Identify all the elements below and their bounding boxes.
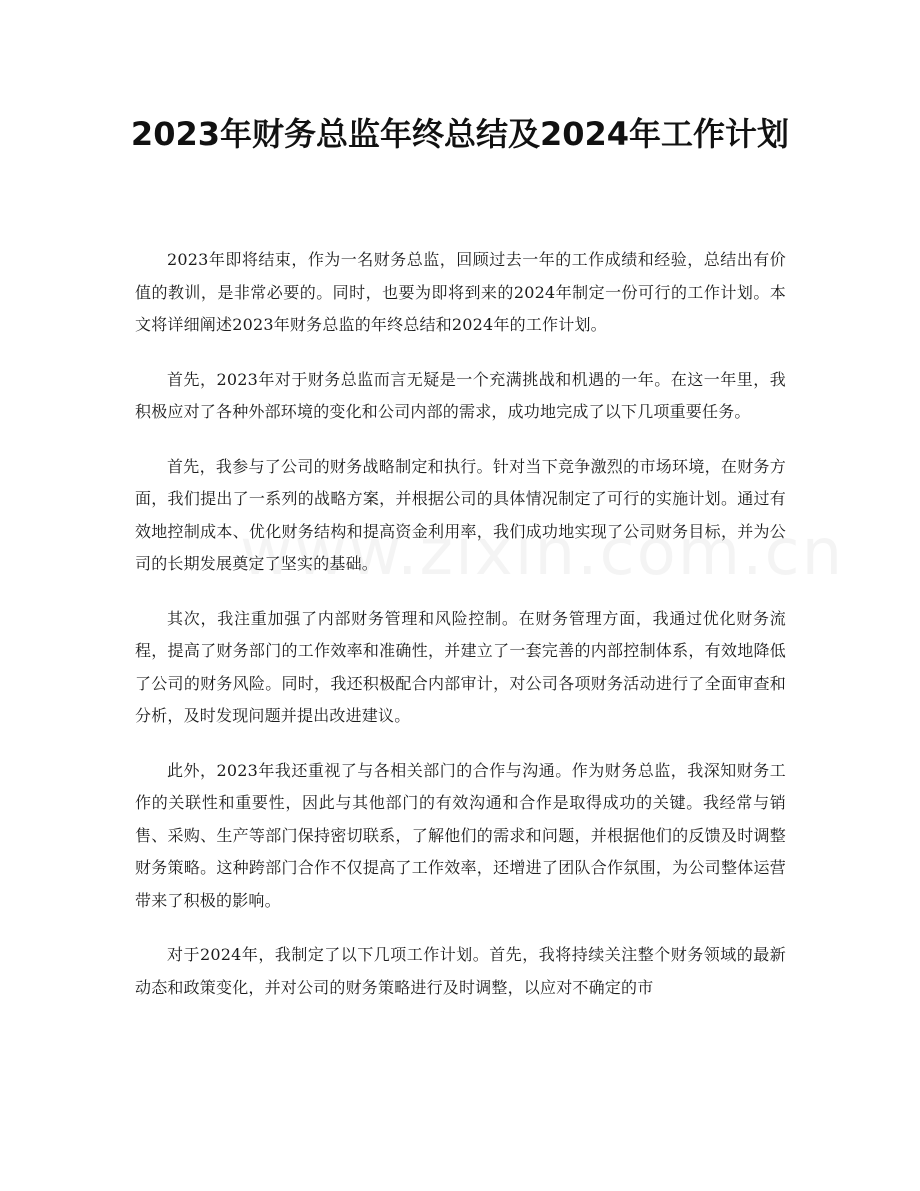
paragraph-3: 首先，我参与了公司的财务战略制定和执行。针对当下竞争激烈的市场环境，在财务方面，我们提出了一系列的战略方案，并根据公司的具体情况制定了可行的实施计划。通过有效地控制成本、优化财务结构和提高资金利用率，我们成功地实现了公司财务目标，并为公司的长期发展奠定了坚实的基础。 [135,456,786,573]
paragraph-2: 首先，2023年对于财务总监而言无疑是一个充满挑战和机遇的一年。在这一年里，我积极应对了各种外部环境的变化和公司内部的需求，成功地完成了以下几项重要任务。 [135,369,786,421]
paragraph-6: 对于2024年，我制定了以下几项工作计划。首先，我将持续关注整个财务领域的最新动态和政策变化，并对公司的财务策略进行及时调整，以应对不确定的市 [135,945,786,997]
paragraph-1: 2023年即将结束，作为一名财务总监，回顾过去一年的工作成绩和经验，总结出有价值的教训，是非常必要的。同时，也要为即将到来的2024年制定一份可行的工作计划。本文将详细阐述2023年财务总监的年终总结和2024年的工作计划。 [135,250,786,334]
paragraph-5: 此外，2023年我还重视了与各相关部门的合作与沟通。作为财务总监，我深知财务工作的关联性和重要性，因此与其他部门的有效沟通和合作是取得成功的关键。我经常与销售、采购、生产等部门保持密切联系，了解他们的需求和问题，并根据他们的反馈及时调整财务策略。这种跨部门合作不仅提高了工作效率，还增进了团队合作氛围，为公司整体运营带来了积极的影响。 [135,760,786,910]
document-title: 2023年财务总监年终总结及2024年工作计划 [130,115,790,153]
paragraph-4: 其次，我注重加强了内部财务管理和风险控制。在财务管理方面，我通过优化财务流程，提高了财务部门的工作效率和准确性，并建立了一套完善的内部控制体系，有效地降低了公司的财务风险。同时，我还积极配合内部审计，对公司各项财务活动进行了全面审查和分析，及时发现问题并提出改进建议。 [135,608,786,725]
document-body [135,244,786,1026]
